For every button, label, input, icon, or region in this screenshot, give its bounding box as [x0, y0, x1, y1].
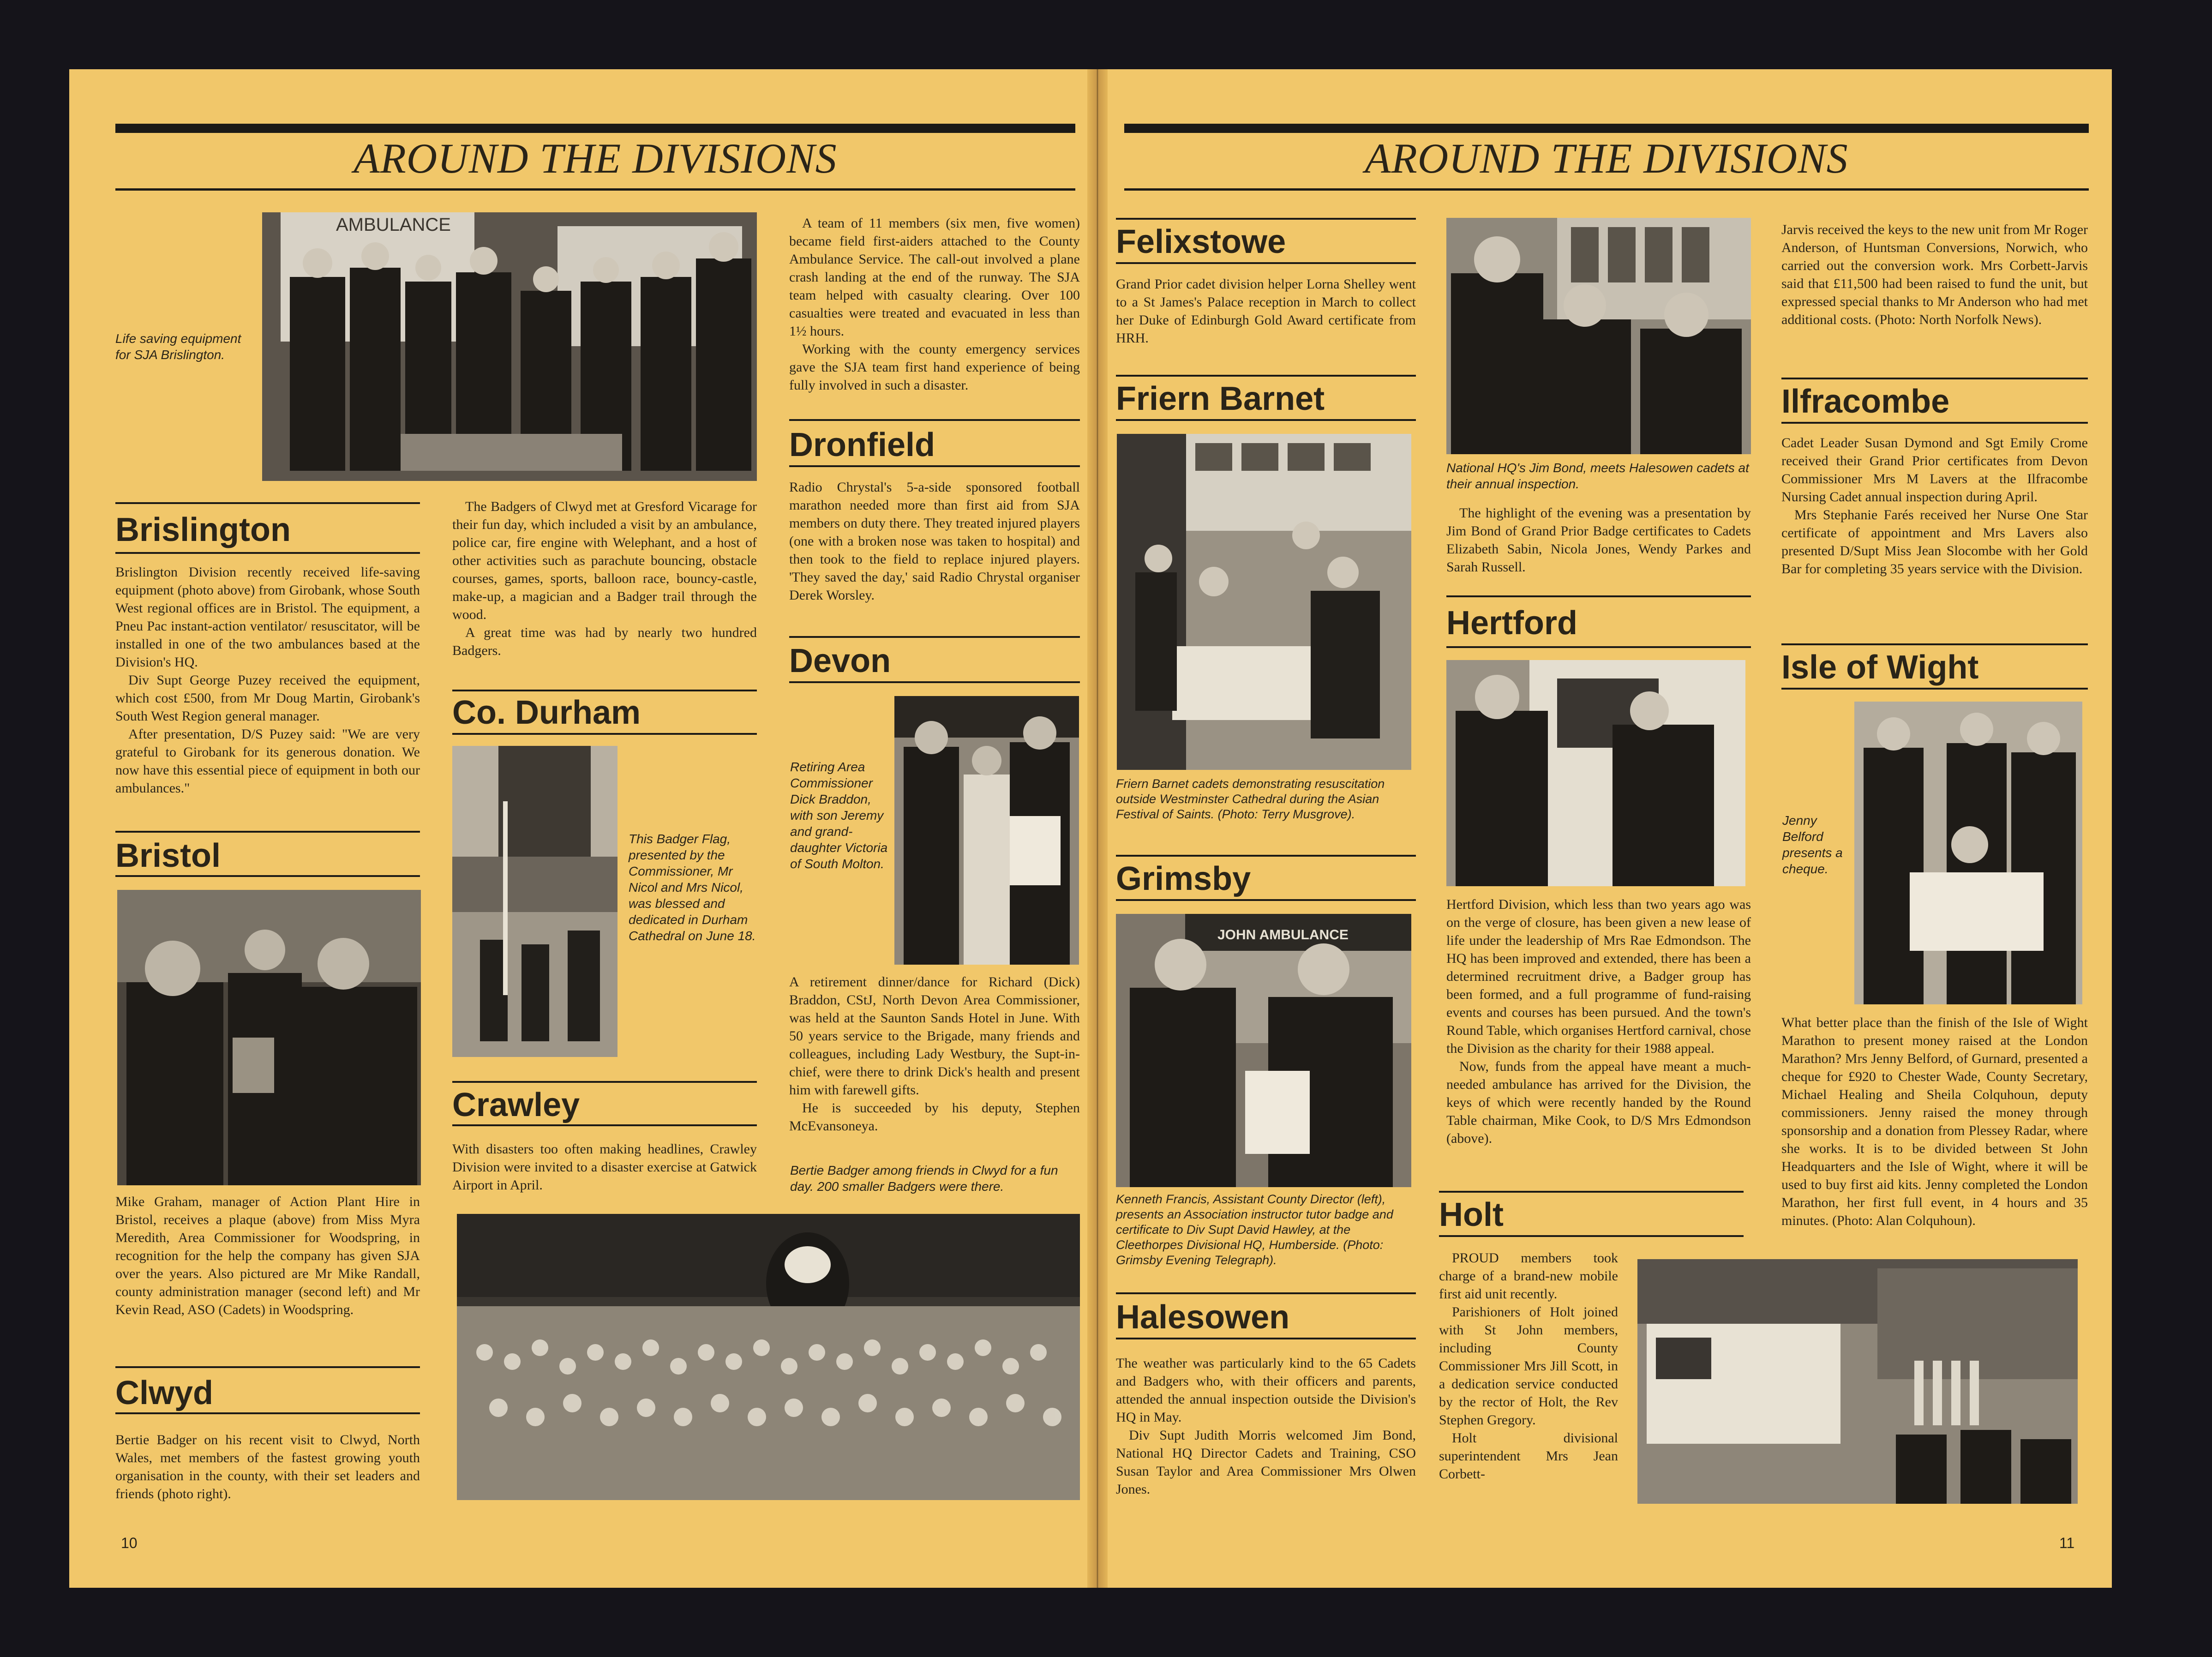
codurham-caption: This Badger Flag, presented by the Commissioner, Mr Nicol and Mrs Nicol, was blessed and dedicated in Durham Cathedral on June 18. — [629, 832, 756, 943]
heading-felixstowe: Felixstowe — [1116, 223, 1286, 260]
rule-friern-under — [1116, 419, 1416, 421]
rule-felixstowe — [1116, 218, 1416, 220]
header-rule-bottom-left — [115, 188, 1075, 191]
hertford-photo — [1446, 660, 1745, 886]
rule-brislington — [115, 502, 420, 504]
isle-of-wight-p1: What better place than the finish of the Isle of Wight Marathon to present money raised at the London Marathon? Mrs Jenny Belford, of Gurnard, presented a cheque for £920 to Chester Wade, County Secretary, Michael Healing and Sheila Colquhoun, deputy commissioners. Jenny raised the money through sponsorship and a donation from Plessey Radar, where she works. It is to be divided between St John Headquarters and the Isle of Wight, where it will be used to buy first aid kits. Jenny completed the London Marathon, her first full event, in 4 hours and 35 minutes. (Photo: Alan Colquhoun). — [1781, 1015, 2088, 1228]
rule-codurham-under — [452, 733, 757, 735]
halesowen-p1: The weather was particularly kind to the 65 Cadets and Badgers who, with their officers and parents, attended the annual inspection outside the Division's HQ in May. — [1116, 1356, 1416, 1425]
header-rule-bottom-right — [1124, 188, 2089, 191]
holt-photo — [1637, 1259, 2078, 1504]
heading-grimsby: Grimsby — [1116, 860, 1251, 897]
brislington-article — [115, 563, 420, 797]
rule-isle-of-wight — [1781, 643, 2088, 645]
devon-photo — [894, 696, 1079, 965]
crawley-cont-p2: Working with the county emergency services gave the SJA team first hand experience of being fully involved in such a disaster. — [789, 342, 1080, 393]
halesowen-cont-p1: The highlight of the evening was a presentation by Jim Bond of Grand Prior Badge certificates to Cadets Elizabeth Sabin, Nicola Jones, Wendy Parkes and Sarah Russell. — [1446, 505, 1751, 575]
page-number-left: 10 — [121, 1535, 138, 1551]
heading-halesowen: Halesowen — [1116, 1299, 1290, 1336]
devon-article — [789, 973, 1080, 1135]
grimsby-sign: JOHN AMBULANCE — [1217, 927, 1349, 943]
holt-article — [1439, 1249, 1618, 1483]
devon-p1: A retirement dinner/dance for Richard (Dick) Braddon, CStJ, North Devon Area Commissioner, was held at the Saunton Sands Hotel in June. With 50 years service to the Brigade, many friends and colleagues, including Lady Westbury, the Supt-in-chief, were there to drink Dick's health and present him with farewell gifts. — [789, 974, 1080, 1098]
rule-clwyd-under — [115, 1412, 420, 1414]
clwyd-badgers-group-photo — [457, 1214, 1080, 1500]
halesowen-p2: Div Supt Judith Morris welcomed Jim Bond, National HQ Director Cadets and Training, CSO Susan Taylor and Area Commissioner Mrs Olwen Jones. — [1116, 1428, 1416, 1497]
clwyd-p1: Bertie Badger on his recent visit to Clwyd, North Wales, met members of the fastest growing youth organisation in the county, with their set leaders and friends (photo right). — [115, 1432, 420, 1501]
heading-clwyd: Clwyd — [115, 1375, 214, 1411]
brislington-p1: Brislington Division recently received life-saving equipment (photo above) from Girobank, whose South West regional offices are in Bristol. The equipment, a Pneu Pac instant-action ventilator/ resuscitator, will be installed in one of the two ambulances based at the Division's HQ. — [115, 564, 420, 670]
rule-hertford — [1446, 595, 1751, 597]
rule-clwyd — [115, 1366, 420, 1368]
hertford-article — [1446, 895, 1751, 1147]
codurham-photo — [452, 746, 617, 1057]
friern-barnet-caption: Friern Barnet cadets demonstrating resuscitation outside Westminster Cathedral during the Asian Festival of Saints. (Photo: Terry Musgrove). — [1116, 777, 1385, 821]
ilfracombe-p1: Cadet Leader Susan Dymond and Sgt Emily Crome received their Grand Prior certificates from Devon Commissioner Mrs M Lavers at the Ilfracombe Nursing Cadet annual inspection during April. — [1781, 435, 2088, 504]
rule-holt — [1439, 1191, 1744, 1193]
dronfield-p1: Radio Chrystal's 5-a-side sponsored football marathon needed more than first aid from SJA members on duty there. They treated injured players (one with a broken nose was taken to hospital) and then took to the field to replace injured players. 'They saved the day,' said Radio Chrystal organiser Derek Worsley. — [789, 480, 1080, 603]
bristol-article — [115, 1193, 420, 1319]
heading-hertford: Hertford — [1446, 605, 1577, 642]
felixstowe-p1: Grand Prior cadet division helper Lorna Shelley went to a St James's Palace reception in March to collect her Duke of Edinburgh Gold Award certificate from HRH. — [1116, 276, 1416, 346]
halesowen-continued — [1446, 504, 1751, 576]
holt-continued — [1781, 221, 2088, 329]
rule-brislington-under — [115, 552, 420, 554]
hertford-p1: Hertford Division, which less than two years ago was on the verge of closure, has been given a new lease of life under the leadership of Mrs Rae Edmondson. The HQ has been improved and extended, there has been a determined recruitment drive, a Badger group has been formed, and a full programme of fund-raising events and courses has been pursued. And the town's Round Table, which organises Hertford carnival, chose the Division as the charity for their 1988 appeal. — [1446, 897, 1751, 1056]
clwyd-article — [115, 1431, 420, 1503]
grimsby-caption: Kenneth Francis, Assistant County Director (left), presents an Association instructor tutor badge and certificate to Div Supt David Hawley, at the Cleethorpes Divisional HQ, Humberside. (Photo: Grimsby Evening Telegraph). — [1116, 1192, 1393, 1267]
rule-ilfracombe-under — [1781, 422, 2088, 424]
rule-halesowen — [1116, 1292, 1416, 1294]
badgers-p2: A great time was had by nearly two hundred Badgers. — [452, 625, 757, 658]
holt-p2: Parishioners of Holt joined with St John members, including County Commissioner Mrs Jill Scott, in a dedication service conducted by the rector of Holt, the Rev Stephen Gregory. — [1439, 1304, 1618, 1428]
grimsby-photo — [1116, 914, 1411, 1187]
heading-friern-barnet: Friern Barnet — [1116, 380, 1325, 417]
holt-p3: Holt divisional superintendent Mrs Jean Corbett- — [1439, 1430, 1618, 1482]
rule-crawley — [452, 1081, 757, 1083]
brislington-p3: After presentation, D/S Puzey said: "We are very grateful to Girobank for its generous donation. We now have this essential piece of equipment in both our ambulances." — [115, 726, 420, 796]
hertford-p2: Now, funds from the appeal have meant a much-needed ambulance has arrived for the Division, the keys of which were recently handed by the Round Table chairman, Mike Cook, to D/S Mrs Edmondson (above). — [1446, 1059, 1751, 1146]
brislington-photo — [262, 212, 757, 481]
ilfracombe-p2: Mrs Stephanie Farés received her Nurse One Star certificate of appointment and Mrs Lavers also presented D/Supt Miss Jean Slocombe with her Gold Bar for completing 35 years service with the Division. — [1781, 507, 2088, 576]
rule-holt-under — [1439, 1235, 1744, 1237]
holt-p1: PROUD members took charge of a brand-new mobile first aid unit recently. — [1439, 1250, 1618, 1302]
rule-codurham — [452, 690, 757, 691]
heading-brislington: Brislington — [115, 511, 291, 548]
felixstowe-article — [1116, 275, 1416, 347]
crawley-cont-p1: A team of 11 members (six men, five women) became field first-aiders attached to the County Ambulance Service. The call-out involved a plane crash landing at the end of the runway. The SJA team helped with casualty clearing. Over 100 casualties were treated and evacuated in less than 1½ hours. — [789, 216, 1080, 339]
header-rule-top-right — [1124, 124, 2089, 133]
friern-barnet-photo — [1117, 434, 1411, 770]
rule-grimsby — [1116, 855, 1416, 857]
running-title-right: AROUND THE DIVISIONS — [1365, 135, 1848, 182]
dronfield-article — [789, 478, 1080, 604]
heading-isle-of-wight: Isle of Wight — [1781, 649, 1979, 686]
rule-dronfield — [789, 419, 1080, 421]
bristol-photo — [117, 890, 421, 1185]
ilfracombe-article — [1781, 434, 2088, 578]
magazine-spine — [1087, 69, 1108, 1588]
rule-hertford-under — [1446, 646, 1751, 648]
heading-ilfracombe: Ilfracombe — [1781, 383, 1950, 420]
brislington-p2: Div Supt George Puzey received the equipment, which cost £500, from Mr Doug Martin, Girobank's South West Region general manager. — [115, 672, 420, 724]
rule-grimsby-under — [1116, 899, 1416, 901]
halesowen-article — [1116, 1354, 1416, 1498]
page-number-right: 11 — [2059, 1535, 2075, 1551]
isle-of-wight-caption: Jenny Belford presents a cheque. — [1782, 813, 1843, 876]
badgers-article — [452, 498, 757, 660]
devon-caption: Retiring Area Commissioner Dick Braddon, with son Jeremy and grand-daughter Victoria of South Molton. — [790, 760, 888, 871]
devon-p2: He is succeeded by his deputy, Stephen McEvansoneya. — [789, 1100, 1080, 1134]
heading-crawley: Crawley — [452, 1087, 580, 1123]
badgers-p1: The Badgers of Clwyd met at Gresford Vicarage for their fun day, which included a visit by an ambulance, police car, fire engine with Welephant, and a host of other activities such as parachute bouncing, obstacle courses, games, sports, balloon race, bouncy-castle, make-up, a magician and a Badger trail through the wood. — [452, 499, 757, 622]
crawley-article — [452, 1140, 757, 1194]
ambulance-sign: AMBULANCE — [336, 215, 451, 235]
running-title-left: AROUND THE DIVISIONS — [354, 135, 837, 182]
brislington-photo-caption: Life saving equipment for SJA Brislington. — [115, 331, 241, 362]
heading-codurham: Co. Durham — [452, 694, 641, 731]
header-rule-top-left — [115, 124, 1075, 133]
heading-bristol: Bristol — [115, 837, 221, 874]
heading-holt: Holt — [1439, 1196, 1504, 1233]
bristol-p1: Mike Graham, manager of Action Plant Hire in Bristol, receives a plaque (above) from Miss Myra Meredith, Area Commissioner for Woodspring, in recognition for the help the company has given SJA over the years. Also pictured are Mr Mike Randall, county administration manager (second left) and Mr Kevin Read, ASO (Cadets) in Woodspring. — [115, 1194, 420, 1317]
rule-devon — [789, 636, 1080, 638]
crawley-p1: With disasters too often making headlines, Crawley Division were invited to a disaster exercise at Gatwick Airport in April. — [452, 1141, 757, 1193]
isle-of-wight-article — [1781, 1014, 2088, 1230]
rule-crawley-under — [452, 1124, 757, 1126]
heading-devon: Devon — [789, 642, 891, 679]
rule-felixstowe-under — [1116, 262, 1416, 264]
holt-cont-p1: Jarvis received the keys to the new unit from Mr Roger Anderson, of Huntsman Conversions, Norwich, who carried out the conversion work. Mrs Corbett-Jarvis said that £11,500 had been raised to fund the unit, but expressed special thanks to Mr Anderson who had met additional costs. (Photo: North Norfolk News). — [1781, 222, 2088, 327]
rule-bristol — [115, 831, 420, 833]
badger-group-caption: Bertie Badger among friends in Clwyd for a fun day. 200 smaller Badgers were there. — [790, 1163, 1058, 1194]
crawley-continued — [789, 214, 1080, 394]
rule-ilfracombe — [1781, 378, 2088, 379]
rule-dronfield-under — [789, 465, 1080, 467]
rule-friern — [1116, 375, 1416, 377]
rule-bristol-under — [115, 875, 420, 877]
rule-halesowen-under — [1116, 1338, 1416, 1339]
isle-of-wight-photo — [1854, 702, 2082, 1004]
national-hq-photo — [1446, 218, 1751, 454]
rule-devon-under — [789, 681, 1080, 683]
heading-dronfield: Dronfield — [789, 426, 935, 463]
rule-isle-of-wight-under — [1781, 688, 2088, 690]
national-hq-caption: National HQ's Jim Bond, meets Halesowen cadets at their annual inspection. — [1446, 461, 1749, 491]
